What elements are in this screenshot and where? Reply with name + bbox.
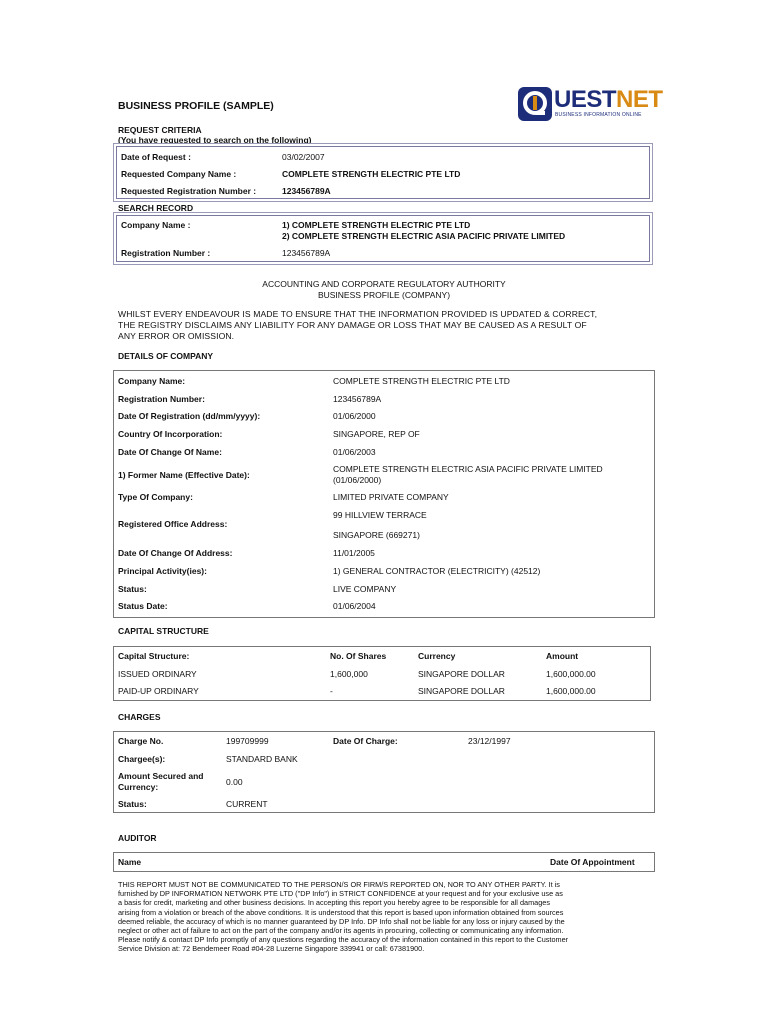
detail-label-country: Country Of Incorporation: <box>118 429 223 439</box>
auditor-heading: AUDITOR <box>118 833 157 843</box>
detail-label-office-address: Registered Office Address: <box>118 519 228 529</box>
request-date-value: 03/02/2007 <box>282 152 325 162</box>
charge-no-label: Charge No. <box>118 736 164 746</box>
detail-value-status: LIVE COMPANY <box>333 584 397 594</box>
detail-label-activities: Principal Activity(ies): <box>118 566 207 576</box>
detail-label-reg-date: Date Of Registration (dd/mm/yyyy): <box>118 411 261 421</box>
logo-tagline: BUSINESS INFORMATION ONLINE <box>555 112 642 118</box>
charge-date-label: Date Of Charge: <box>333 736 398 746</box>
charge-no-value: 199709999 <box>226 736 269 746</box>
questnet-q-icon <box>518 87 552 121</box>
footer-line: Please notify & contact DP Info promptly of any questions regarding the accuracy of the information contained in this report to the Customer <box>118 935 569 945</box>
disclaimer <box>118 309 654 342</box>
detail-value-company-name: COMPLETE STRENGTH ELECTRIC PTE LTD <box>333 376 510 386</box>
capital-heading: CAPITAL STRUCTURE <box>118 626 209 636</box>
detail-label-change-name-date: Date Of Change Of Name: <box>118 447 222 457</box>
footer-line: furnished by DP INFORMATION NETWORK PTE LTD ("DP Info") in STRICT CONFIDENCE at your request and for your exclusive use as <box>118 889 563 899</box>
questnet-logo <box>518 86 663 123</box>
authority-line2: BUSINESS PROFILE (COMPANY) <box>317 290 451 300</box>
detail-label-former-name: 1) Former Name (Effective Date): <box>118 470 250 480</box>
search-reg-value: 123456789A <box>282 248 331 258</box>
capital-header-amount: Amount <box>546 651 579 661</box>
footer-line: arising from a violation or breach of the above conditions. It is understood that this report is based upon information obtained from sources <box>118 907 564 917</box>
details-heading: DETAILS OF COMPANY <box>118 351 214 361</box>
requested-company-label: Requested Company Name : <box>121 169 237 179</box>
charge-date-value: 23/12/1997 <box>468 736 511 746</box>
footer-line: a basis for credit, marketing and other business decisions. In accepting this report you hereby agree to be responsible for all damages <box>118 898 550 908</box>
detail-label-company-type: Type Of Company: <box>118 492 193 502</box>
amount-secured-value: 0.00 <box>226 777 243 787</box>
detail-value-country: SINGAPORE, REP OF <box>333 429 420 439</box>
search-company-label: Company Name : <box>121 220 191 230</box>
amount-secured-label-1: Amount Secured and <box>118 771 204 781</box>
detail-value-change-address-date: 11/01/2005 <box>333 548 375 558</box>
request-criteria-heading: REQUEST CRITERIA <box>118 125 202 135</box>
detail-label-status: Status: <box>118 584 147 594</box>
requested-company-value: COMPLETE STRENGTH ELECTRIC PTE LTD <box>282 169 461 179</box>
search-reg-label: Registration Number : <box>121 248 211 258</box>
request-date-label: Date of Request : <box>121 152 191 162</box>
footer-line: THIS REPORT MUST NOT BE COMMUNICATED TO THE PERSON/S OR FIRM/S REPORTED ON, NOR TO ANY OTHER PARTY. It is <box>118 880 560 889</box>
detail-value-status-date: 01/06/2004 <box>333 601 376 611</box>
charge-status-label: Status: <box>118 799 147 809</box>
capital-row1-structure: ISSUED ORDINARY <box>118 669 197 679</box>
footer-line: neglect or other act of failure to act on the part of the company and/or its agents in procuring, collecting or communicating any information. <box>118 926 564 936</box>
auditor-date-label: Date Of Appointment <box>550 857 635 867</box>
footer-line: Service Division at: 72 Bendemeer Road #04-28 Luzerne Singapore 339941 or call: 67381900. <box>118 944 425 954</box>
detail-value-address-line1: 99 HILLVIEW TERRACE <box>333 510 427 520</box>
capital-row1-shares: 1,600,000 <box>330 669 368 679</box>
requested-reg-label: Requested Registration Number : <box>121 186 257 196</box>
charges-heading: CHARGES <box>118 712 161 722</box>
disclaimer-line1: WHILST EVERY ENDEAVOUR IS MADE TO ENSURE THAT THE INFORMATION PROVIDED IS UPDATED & CORRECT, <box>118 309 598 319</box>
capital-row1-amount: 1,600,000.00 <box>546 669 596 679</box>
chargee-value: STANDARD BANK <box>226 754 298 764</box>
detail-label-company-name: Company Name: <box>118 376 186 386</box>
capital-header-shares: No. Of Shares <box>330 651 387 661</box>
logo-wordmark <box>554 87 663 113</box>
detail-value-activities: 1) GENERAL CONTRACTOR (ELECTRICITY) (42512) <box>333 566 541 576</box>
detail-label-status-date: Status Date: <box>118 601 168 611</box>
detail-value-former-name: COMPLETE STRENGTH ELECTRIC ASIA PACIFIC PRIVATE LIMITED <box>333 464 603 474</box>
search-company-line1: 1) COMPLETE STRENGTH ELECTRIC PTE LTD <box>282 220 471 230</box>
detail-value-reg-date: 01/06/2000 <box>333 411 376 421</box>
charge-status-value: CURRENT <box>226 799 268 809</box>
auditor-name-label: Name <box>118 857 142 867</box>
search-company-line2: 2) COMPLETE STRENGTH ELECTRIC ASIA PACIFIC PRIVATE LIMITED <box>282 231 566 241</box>
disclaimer-line3: ANY ERROR OR OMISSION. <box>118 331 235 341</box>
logo-word-b: NET <box>616 86 663 113</box>
search-record-heading: SEARCH RECORD <box>118 203 194 213</box>
disclaimer-line2: THE REGISTRY DISCLAIMS ANY LIABILITY FOR ANY DAMAGE OR LOSS THAT MAY BE CAUSED AS A RESULT OF <box>118 320 587 330</box>
capital-row2-amount: 1,600,000.00 <box>546 686 596 696</box>
detail-value-former-name-date: (01/06/2000) <box>333 475 382 485</box>
capital-row1-currency: SINGAPORE DOLLAR <box>418 669 505 679</box>
footer-line: deemed reliable, the accuracy of which is no manner guaranteed by DP Info. DP Info shall not be liable for any loss or injury caused by the <box>118 916 565 926</box>
request-criteria-subheading: (You have requested to search on the following) <box>118 135 312 145</box>
detail-value-company-type: LIMITED PRIVATE COMPANY <box>333 492 449 502</box>
capital-header-structure: Capital Structure: <box>118 651 190 661</box>
capital-row2-shares: - <box>330 686 333 696</box>
capital-header-currency: Currency <box>418 651 456 661</box>
document-title: BUSINESS PROFILE (SAMPLE) <box>118 100 274 112</box>
chargee-label: Chargee(s): <box>118 754 166 764</box>
detail-label-change-address-date: Date Of Change Of Address: <box>118 548 233 558</box>
detail-value-address-line2: SINGAPORE (669271) <box>333 530 420 540</box>
amount-secured-label-2: Currency: <box>118 782 159 792</box>
detail-value-change-name-date: 01/06/2003 <box>333 447 376 457</box>
requested-reg-value: 123456789A <box>282 186 331 196</box>
authority-line1: ACCOUNTING AND CORPORATE REGULATORY AUTHORITY <box>262 279 506 289</box>
logo-word-a: UEST <box>554 86 617 113</box>
capital-row2-structure: PAID-UP ORDINARY <box>118 686 199 696</box>
detail-label-reg-number: Registration Number: <box>118 394 205 404</box>
capital-row2-currency: SINGAPORE DOLLAR <box>418 686 505 696</box>
footer-notice <box>118 880 658 954</box>
detail-value-reg-number: 123456789A <box>333 394 382 404</box>
